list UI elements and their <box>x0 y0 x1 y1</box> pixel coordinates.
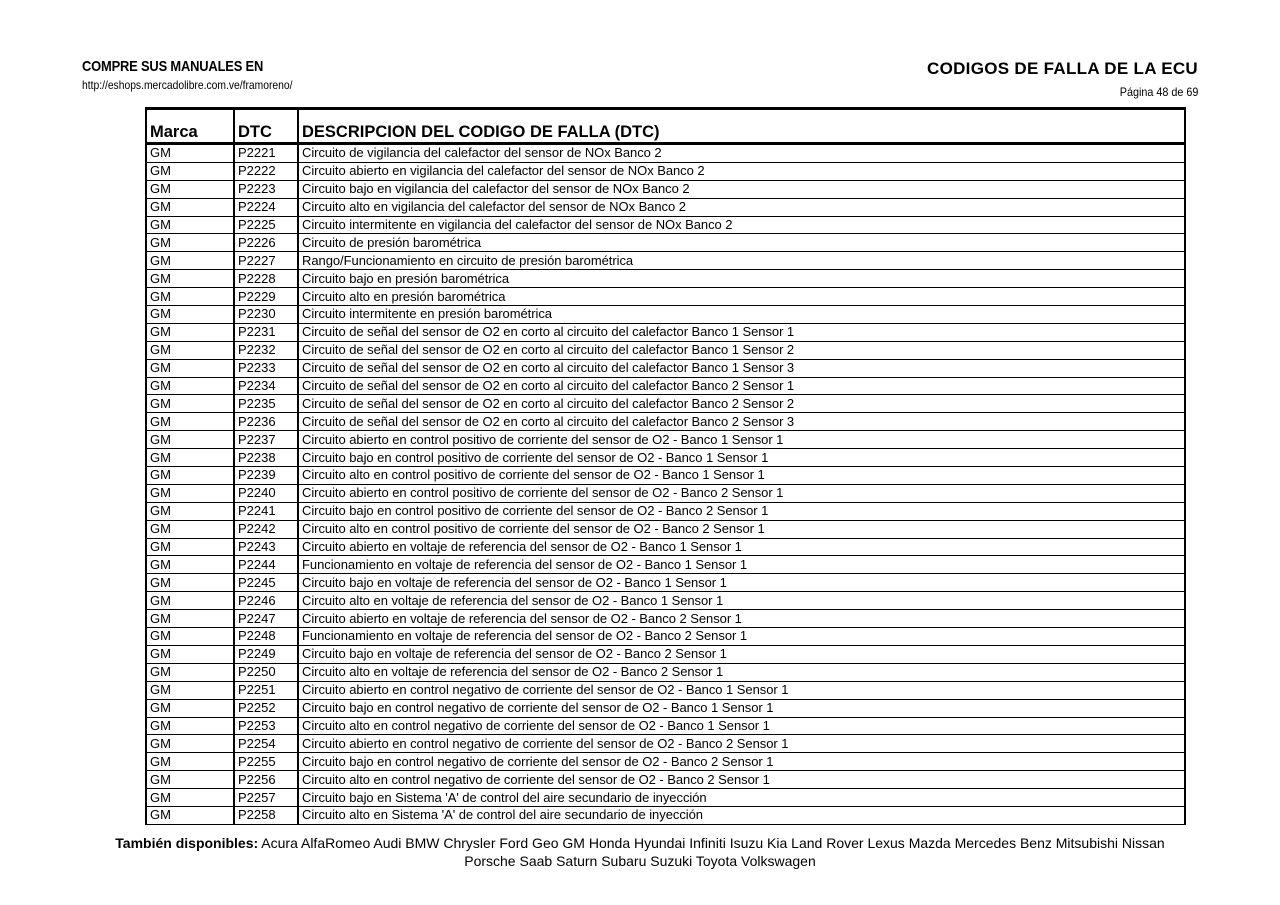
cell-marca: GM <box>146 556 234 574</box>
cell-description: Circuito de señal del sensor de O2 en corto al circuito del calefactor Banco 2 Sensor 1 <box>298 377 1185 395</box>
cell-dtc: P2250 <box>234 663 298 681</box>
cell-dtc: P2238 <box>234 449 298 467</box>
cell-description: Circuito alto en vigilancia del calefactor del sensor de NOx Banco 2 <box>298 198 1185 216</box>
cell-description: Circuito alto en voltaje de referencia del sensor de O2 - Banco 1 Sensor 1 <box>298 592 1185 610</box>
cell-description: Circuito de señal del sensor de O2 en corto al circuito del calefactor Banco 1 Sensor 1 <box>298 323 1185 341</box>
page-number: Página 48 de 69 <box>1119 85 1198 99</box>
cell-dtc: P2221 <box>234 144 298 163</box>
cell-marca: GM <box>146 699 234 717</box>
cell-marca: GM <box>146 502 234 520</box>
cell-dtc: P2231 <box>234 323 298 341</box>
cell-dtc: P2243 <box>234 538 298 556</box>
table-row <box>146 771 1185 789</box>
cell-marca: GM <box>146 198 234 216</box>
cell-marca: GM <box>146 270 234 288</box>
table-row <box>146 789 1185 807</box>
cell-marca: GM <box>146 467 234 485</box>
cell-description: Funcionamiento en voltaje de referencia del sensor de O2 - Banco 2 Sensor 1 <box>298 628 1185 646</box>
column-header-dtc: DTC <box>234 109 298 144</box>
cell-description: Circuito bajo en control positivo de corriente del sensor de O2 - Banco 2 Sensor 1 <box>298 502 1185 520</box>
table-row <box>146 306 1185 324</box>
cell-dtc: P2258 <box>234 806 298 824</box>
store-url[interactable]: http://eshops.mercadolibre.com.ve/framoreno/ <box>82 78 293 92</box>
cell-description: Funcionamiento en voltaje de referencia del sensor de O2 - Banco 1 Sensor 1 <box>298 556 1185 574</box>
document-title: CODIGOS DE FALLA DE LA ECU <box>927 59 1198 78</box>
cell-marca: GM <box>146 484 234 502</box>
table-row <box>146 610 1185 628</box>
cell-description: Circuito abierto en control positivo de corriente del sensor de O2 - Banco 1 Sensor 1 <box>298 431 1185 449</box>
cell-marca: GM <box>146 234 234 252</box>
cell-dtc: P2254 <box>234 735 298 753</box>
table-row <box>146 628 1185 646</box>
cell-description: Circuito alto en voltaje de referencia del sensor de O2 - Banco 2 Sensor 1 <box>298 663 1185 681</box>
cell-description: Circuito abierto en control negativo de corriente del sensor de O2 - Banco 2 Sensor 1 <box>298 735 1185 753</box>
cell-description: Circuito alto en control positivo de corriente del sensor de O2 - Banco 2 Sensor 1 <box>298 520 1185 538</box>
table-row <box>146 449 1185 467</box>
table-row <box>146 288 1185 306</box>
cell-dtc: P2228 <box>234 270 298 288</box>
table-header-row <box>146 109 1185 144</box>
cell-dtc: P2235 <box>234 395 298 413</box>
cell-dtc: P2234 <box>234 377 298 395</box>
cell-marca: GM <box>146 753 234 771</box>
cell-description: Circuito bajo en voltaje de referencia del sensor de O2 - Banco 1 Sensor 1 <box>298 574 1185 592</box>
cell-description: Circuito alto en control negativo de corriente del sensor de O2 - Banco 2 Sensor 1 <box>298 771 1185 789</box>
cell-marca: GM <box>146 377 234 395</box>
cell-description: Circuito alto en control negativo de corriente del sensor de O2 - Banco 1 Sensor 1 <box>298 717 1185 735</box>
cell-dtc: P2226 <box>234 234 298 252</box>
cell-marca: GM <box>146 216 234 234</box>
cell-description: Circuito bajo en control negativo de corriente del sensor de O2 - Banco 2 Sensor 1 <box>298 753 1185 771</box>
cell-marca: GM <box>146 645 234 663</box>
table-row <box>146 735 1185 753</box>
table-row <box>146 467 1185 485</box>
cell-marca: GM <box>146 735 234 753</box>
dtc-table <box>145 107 1186 825</box>
cell-description: Circuito bajo en presión barométrica <box>298 270 1185 288</box>
cell-marca: GM <box>146 323 234 341</box>
footer-label: También disponibles: <box>115 835 259 851</box>
cell-marca: GM <box>146 610 234 628</box>
table-row <box>146 556 1185 574</box>
cell-marca: GM <box>146 288 234 306</box>
cell-dtc: P2251 <box>234 681 298 699</box>
table-row <box>146 538 1185 556</box>
cell-description: Circuito abierto en voltaje de referencia del sensor de O2 - Banco 1 Sensor 1 <box>298 538 1185 556</box>
cell-description: Circuito de señal del sensor de O2 en corto al circuito del calefactor Banco 2 Sensor 3 <box>298 413 1185 431</box>
cell-description: Circuito abierto en vigilancia del calefactor del sensor de NOx Banco 2 <box>298 162 1185 180</box>
cell-description: Circuito abierto en control positivo de corriente del sensor de O2 - Banco 2 Sensor 1 <box>298 484 1185 502</box>
cell-dtc: P2239 <box>234 467 298 485</box>
cell-description: Circuito de señal del sensor de O2 en corto al circuito del calefactor Banco 2 Sensor 2 <box>298 395 1185 413</box>
table-row <box>146 413 1185 431</box>
column-header-marca: Marca <box>146 109 234 144</box>
cell-marca: GM <box>146 628 234 646</box>
cell-description: Circuito alto en presión barométrica <box>298 288 1185 306</box>
cell-description: Circuito alto en control positivo de corriente del sensor de O2 - Banco 1 Sensor 1 <box>298 467 1185 485</box>
cell-marca: GM <box>146 431 234 449</box>
cell-dtc: P2248 <box>234 628 298 646</box>
cell-marca: GM <box>146 663 234 681</box>
cell-marca: GM <box>146 806 234 824</box>
cell-dtc: P2233 <box>234 359 298 377</box>
cell-description: Circuito de presión barométrica <box>298 234 1185 252</box>
table-row <box>146 323 1185 341</box>
cell-marca: GM <box>146 306 234 324</box>
table-row <box>146 144 1185 163</box>
cell-dtc: P2244 <box>234 556 298 574</box>
table-row <box>146 753 1185 771</box>
cell-marca: GM <box>146 592 234 610</box>
table-row <box>146 681 1185 699</box>
table-row <box>146 484 1185 502</box>
store-title: COMPRE SUS MANUALES EN <box>82 58 264 75</box>
table-row <box>146 216 1185 234</box>
cell-marca: GM <box>146 359 234 377</box>
table-row <box>146 270 1185 288</box>
cell-description: Circuito intermitente en vigilancia del calefactor del sensor de NOx Banco 2 <box>298 216 1185 234</box>
table-row <box>146 198 1185 216</box>
cell-description: Circuito bajo en vigilancia del calefactor del sensor de NOx Banco 2 <box>298 180 1185 198</box>
table-row <box>146 592 1185 610</box>
table-row <box>146 252 1185 270</box>
cell-dtc: P2236 <box>234 413 298 431</box>
cell-dtc: P2232 <box>234 341 298 359</box>
cell-dtc: P2253 <box>234 717 298 735</box>
cell-marca: GM <box>146 395 234 413</box>
cell-marca: GM <box>146 341 234 359</box>
cell-marca: GM <box>146 449 234 467</box>
table-row <box>146 717 1185 735</box>
table-row <box>146 699 1185 717</box>
cell-marca: GM <box>146 180 234 198</box>
cell-marca: GM <box>146 162 234 180</box>
cell-description: Circuito de vigilancia del calefactor del sensor de NOx Banco 2 <box>298 144 1185 163</box>
cell-marca: GM <box>146 681 234 699</box>
table-row <box>146 502 1185 520</box>
cell-dtc: P2255 <box>234 753 298 771</box>
cell-dtc: P2245 <box>234 574 298 592</box>
cell-marca: GM <box>146 789 234 807</box>
cell-marca: GM <box>146 771 234 789</box>
table-row <box>146 377 1185 395</box>
table-row <box>146 395 1185 413</box>
cell-dtc: P2224 <box>234 198 298 216</box>
cell-dtc: P2225 <box>234 216 298 234</box>
table-row <box>146 431 1185 449</box>
table-row <box>146 359 1185 377</box>
cell-description: Circuito abierto en control negativo de corriente del sensor de O2 - Banco 1 Sensor 1 <box>298 681 1185 699</box>
cell-dtc: P2222 <box>234 162 298 180</box>
cell-dtc: P2252 <box>234 699 298 717</box>
cell-dtc: P2242 <box>234 520 298 538</box>
cell-dtc: P2241 <box>234 502 298 520</box>
cell-dtc: P2223 <box>234 180 298 198</box>
cell-description: Circuito bajo en voltaje de referencia del sensor de O2 - Banco 2 Sensor 1 <box>298 645 1185 663</box>
cell-dtc: P2246 <box>234 592 298 610</box>
cell-marca: GM <box>146 144 234 163</box>
footer-brands-line2: Porsche Saab Saturn Subaru Suzuki Toyota Volkswagen <box>464 853 816 869</box>
table-row <box>146 341 1185 359</box>
cell-dtc: P2230 <box>234 306 298 324</box>
footer-brands-line1: Acura AlfaRomeo Audi BMW Chrysler Ford Geo GM Honda Hyundai Infiniti Isuzu Kia Land Rover Lexus Mazda Mercedes Benz Mitsubishi Nissan <box>261 835 1165 851</box>
table-row <box>146 806 1185 824</box>
cell-marca: GM <box>146 413 234 431</box>
cell-dtc: P2240 <box>234 484 298 502</box>
table-row <box>146 645 1185 663</box>
cell-description: Circuito alto en Sistema 'A' de control del aire secundario de inyección <box>298 806 1185 824</box>
table-row <box>146 162 1185 180</box>
table-body <box>146 144 1185 825</box>
cell-marca: GM <box>146 574 234 592</box>
table-row <box>146 663 1185 681</box>
cell-marca: GM <box>146 520 234 538</box>
cell-description: Rango/Funcionamiento en circuito de presión barométrica <box>298 252 1185 270</box>
table-row <box>146 234 1185 252</box>
cell-dtc: P2256 <box>234 771 298 789</box>
cell-description: Circuito intermitente en presión barométrica <box>298 306 1185 324</box>
cell-dtc: P2229 <box>234 288 298 306</box>
cell-dtc: P2237 <box>234 431 298 449</box>
cell-marca: GM <box>146 717 234 735</box>
footer <box>80 834 1200 870</box>
cell-description: Circuito bajo en Sistema 'A' de control del aire secundario de inyección <box>298 789 1185 807</box>
column-header-description: DESCRIPCION DEL CODIGO DE FALLA (DTC) <box>298 109 1185 144</box>
cell-description: Circuito abierto en voltaje de referencia del sensor de O2 - Banco 2 Sensor 1 <box>298 610 1185 628</box>
cell-dtc: P2247 <box>234 610 298 628</box>
table-row <box>146 180 1185 198</box>
table-row <box>146 574 1185 592</box>
table-row <box>146 520 1185 538</box>
cell-dtc: P2249 <box>234 645 298 663</box>
cell-description: Circuito bajo en control positivo de corriente del sensor de O2 - Banco 1 Sensor 1 <box>298 449 1185 467</box>
cell-description: Circuito bajo en control negativo de corriente del sensor de O2 - Banco 1 Sensor 1 <box>298 699 1185 717</box>
cell-description: Circuito de señal del sensor de O2 en corto al circuito del calefactor Banco 1 Sensor 3 <box>298 359 1185 377</box>
cell-marca: GM <box>146 538 234 556</box>
cell-marca: GM <box>146 252 234 270</box>
cell-dtc: P2257 <box>234 789 298 807</box>
cell-dtc: P2227 <box>234 252 298 270</box>
cell-description: Circuito de señal del sensor de O2 en corto al circuito del calefactor Banco 1 Sensor 2 <box>298 341 1185 359</box>
